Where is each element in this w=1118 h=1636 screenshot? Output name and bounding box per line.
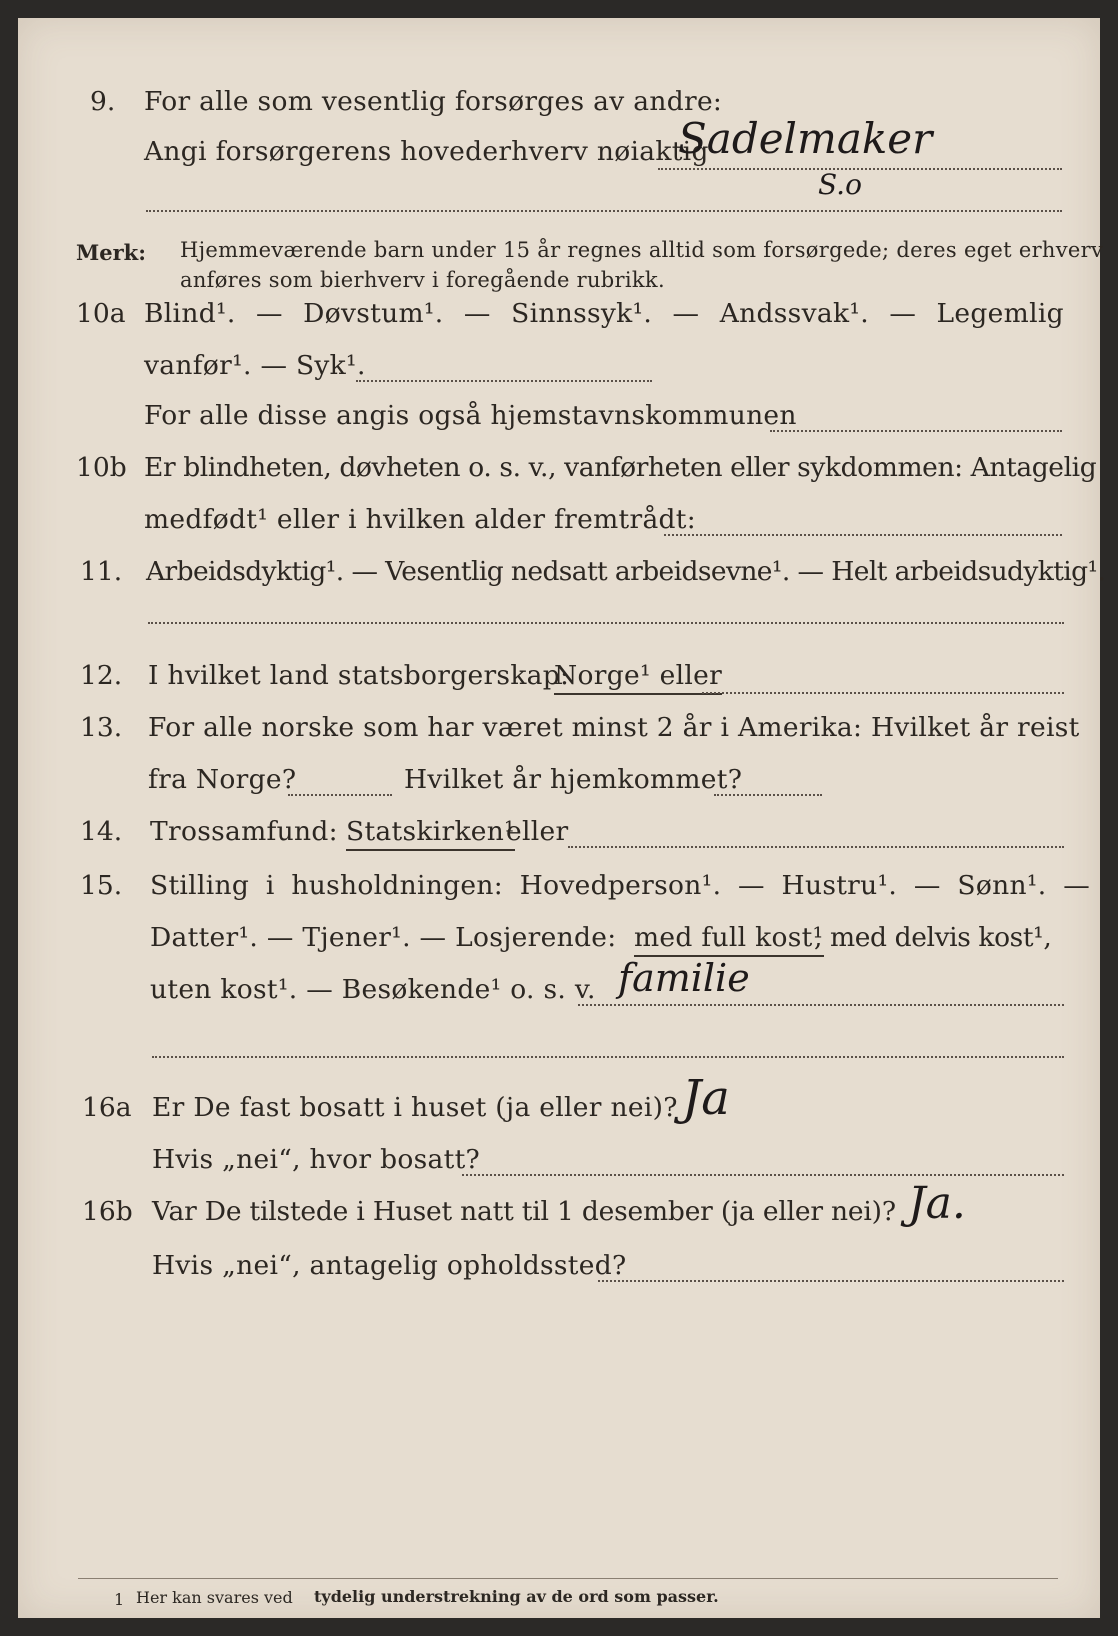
q10a-dash-2: — (463, 298, 491, 329)
q15-line1: Stilling i husholdningen: Hovedperson¹. — Hustru¹. — Sønn¹. — (150, 870, 1091, 901)
q14-rest: eller (506, 816, 569, 847)
q13-hjemkommet-answer-line (714, 794, 822, 796)
q10a-dash-4: — (889, 298, 917, 329)
q10b-answer-line (664, 534, 1062, 536)
q10a-blind: Blind¹. (144, 298, 236, 329)
q10a-legemlig: Legemlig (936, 298, 1064, 329)
footnote-rule (78, 1578, 1058, 1579)
q10a-line3-answer-line (770, 430, 1062, 432)
q10a-line2: vanfør¹. — Syk¹. (144, 350, 366, 381)
q15-line3: uten kost¹. — Besøkende¹ o. s. v. (150, 974, 596, 1005)
q13-reist-answer-line (288, 794, 392, 796)
q10b-line2: medfødt¹ eller i hvilken alder fremtrådt: (144, 504, 696, 535)
q16a-line1: Er De fast bosatt i huset (ja eller nei)? (152, 1092, 678, 1123)
q10a-sinnssyk: Sinnssyk¹. (511, 298, 653, 329)
merk-line2: anføres som bierhverv i foregående rubrikk. (180, 268, 665, 292)
q9-answer-handwritten: Sadelmaker (678, 114, 933, 163)
merk-label: Merk: (76, 240, 146, 265)
q10a-dash-3: — (672, 298, 700, 329)
q10a-line3: For alle disse angis også hjemstavnskommunen (144, 400, 797, 431)
q15-second-line (152, 1056, 1064, 1058)
census-form-page (18, 18, 1106, 1618)
q13-line2a: fra Norge? (148, 764, 297, 795)
q10a-dovstum: Døvstum¹. (303, 298, 444, 329)
q12-number: 12. (80, 660, 123, 691)
q14-text: Trossamfund: (150, 816, 338, 847)
footnote-mark: 1 (114, 1590, 125, 1609)
q9-number: 9. (90, 86, 116, 117)
q12-answer-line (702, 692, 1064, 694)
merk-line1: Hjemmeværende barn under 15 år regnes alltid som forsørgede; deres eget erhverv (180, 238, 1104, 262)
q11-line1: Arbeidsdyktig¹. — Vesentlig nedsatt arbeidsevne¹. — Helt arbeidsudyktig¹. (146, 556, 1106, 587)
q16a-answer-handwritten: Ja (682, 1070, 730, 1126)
q16b-line2: Hvis „nei“, antagelig opholdssted? (152, 1250, 627, 1281)
q14-number: 14. (80, 816, 123, 847)
q12-text: I hvilket land statsborgerskap: (148, 660, 570, 691)
q14-answer-line (568, 846, 1064, 848)
q9-second-line (146, 210, 1062, 212)
q16b-number: 16b (82, 1196, 133, 1227)
q16b-answer-line (598, 1280, 1064, 1282)
q15-number: 15. (80, 870, 123, 901)
q10b-line1: Er blindheten, døvheten o. s. v., vanførheten eller sykdommen: Antagelig (144, 452, 1097, 483)
q10a-line2-answer-line (356, 380, 652, 382)
q12-option-norge: Norge¹ eller (554, 660, 722, 695)
q11-answer-line (148, 622, 1064, 624)
q15-line2a: Datter¹. — Tjener¹. — Losjerende: (150, 922, 617, 953)
q10b-number: 10b (76, 452, 127, 483)
q11-number: 11. (80, 556, 123, 587)
q10a-line1 (144, 298, 1064, 329)
q9-line2: Angi forsørgerens hovederhverv nøiaktig (144, 136, 709, 167)
footnote-text-b: tydelig understrekning av de ord som passer. (314, 1587, 719, 1606)
q15-option-full-kost: med full kost¹ (634, 922, 824, 957)
q10a-number: 10a (76, 298, 126, 329)
q16b-answer-handwritten: Ja. (908, 1178, 966, 1229)
q9-line1: For alle som vesentlig forsørges av andre: (144, 86, 723, 117)
q15-answer-line (578, 1004, 1064, 1006)
q14-option-statskirken: Statskirken¹ (346, 816, 515, 851)
q13-line2b: Hvilket år hjemkommet? (404, 764, 743, 795)
q16a-line2: Hvis „nei“, hvor bosatt? (152, 1144, 481, 1175)
q13-line1: For alle norske som har været minst 2 år i Amerika: Hvilket år reist (148, 712, 1080, 743)
q15-answer-handwritten: familie (618, 956, 750, 1000)
q16b-line1: Var De tilstede i Huset natt til 1 desember (ja eller nei)? (152, 1196, 896, 1227)
q16a-number: 16a (82, 1092, 132, 1123)
q10a-dash-1: — (255, 298, 283, 329)
q16a-answer-line (462, 1174, 1064, 1176)
q13-number: 13. (80, 712, 123, 743)
q15-line2c: , med delvis kost¹, (814, 922, 1052, 953)
footnote-text-a: Her kan svares ved (136, 1588, 293, 1607)
q10a-andssvak: Andssvak¹. (719, 298, 869, 329)
q9-answer-sub-handwritten: S.o (818, 168, 862, 201)
